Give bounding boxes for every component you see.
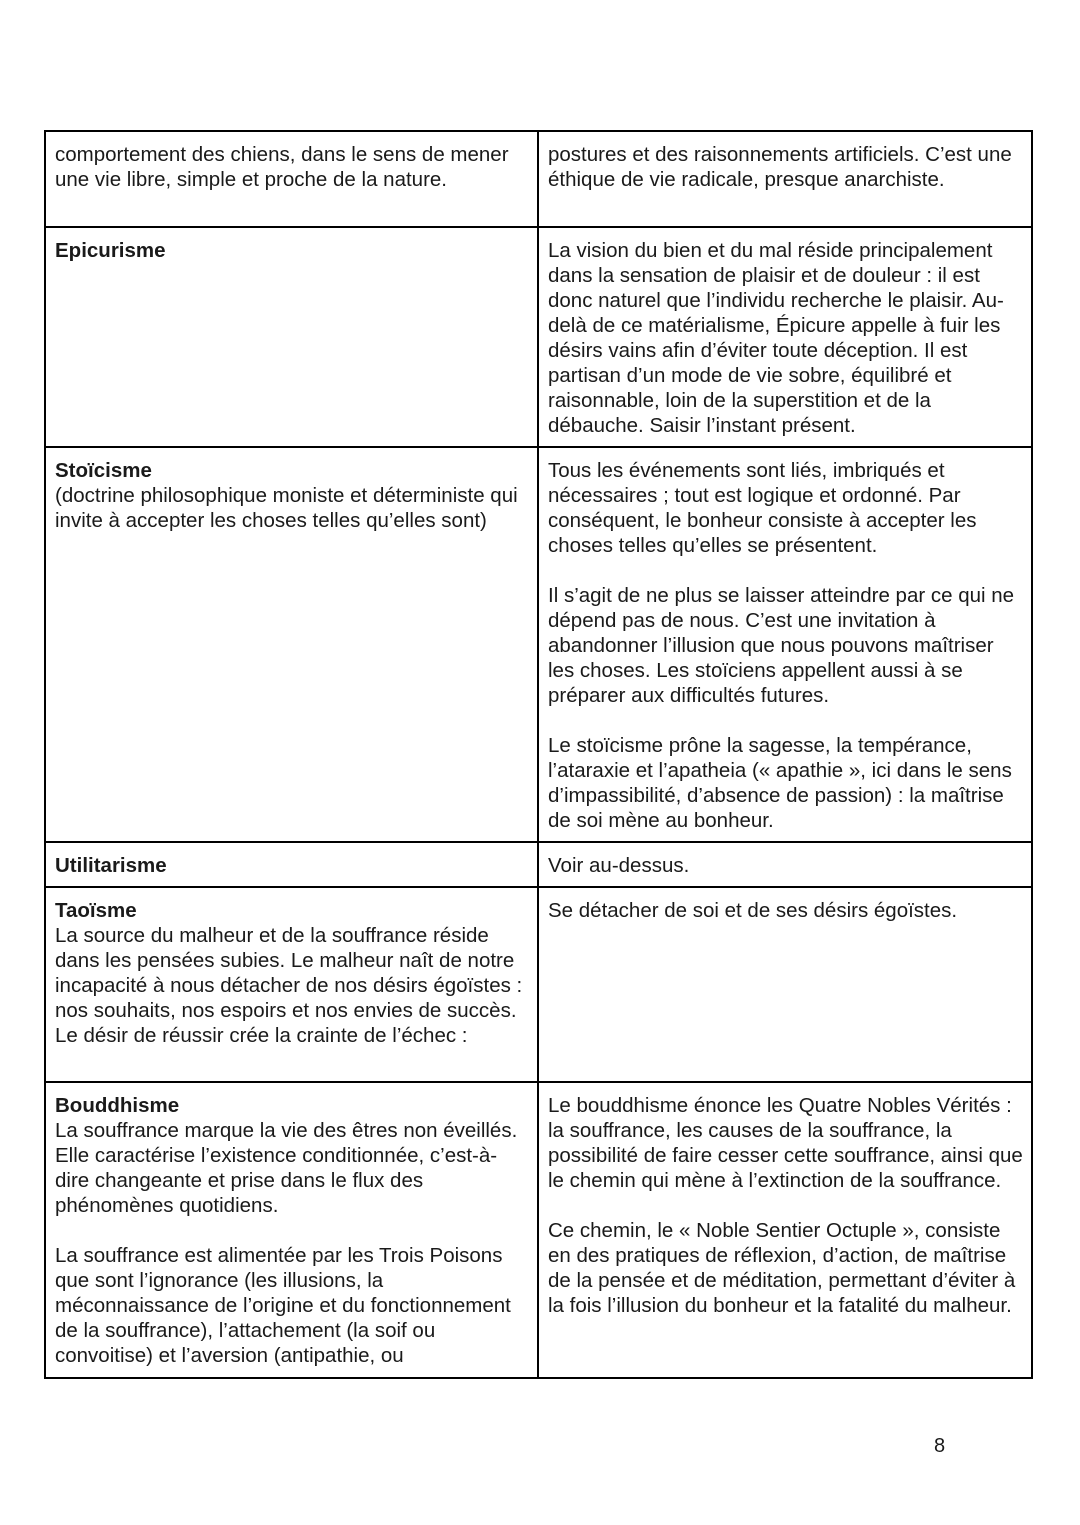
explanation-paragraph: postures et des raisonnements artificiels. C’est une éthique de vie radicale, presque anarchiste. bbox=[548, 143, 1012, 191]
page-number: 8 bbox=[934, 1435, 946, 1457]
doctrine-cell bbox=[45, 447, 538, 842]
explanation-paragraph: Se détacher de soi et de ses désirs égoïstes. bbox=[548, 899, 958, 922]
explanation-paragraph: Voir au-dessus. bbox=[548, 854, 690, 877]
explanation-paragraph: Le bouddhisme énonce les Quatre Nobles Vérités : la souffrance, les causes de la souffrance, la possibilité de faire cesser cette souffrance, ainsi que le chemin qui mène à l’extinction de la souffrance. bbox=[548, 1094, 1023, 1192]
explanation-paragraph: Ce chemin, le « Noble Sentier Octuple », consiste en des pratiques de réflexion, d’action, de maîtrise de la pensée et de méditation, permettant d’éviter à la fois l’illusion du bonheur et la fatalité du malheur. bbox=[548, 1219, 1016, 1317]
doctrine-cell bbox=[45, 887, 538, 1082]
doctrine-description: La source du malheur et de la souffrance réside dans les pensées subies. Le malheur naît de notre incapacité à nous détacher de nos désirs égoïstes : nos souhaits, nos espoirs et nos envies de succès. Le désir de réussir crée la crainte de l’échec : bbox=[55, 924, 523, 1047]
doctrine-term: Utilitarisme bbox=[55, 854, 167, 877]
doctrine-cell bbox=[45, 227, 538, 447]
doctrine-description: comportement des chiens, dans le sens de mener une vie libre, simple et proche de la nature. bbox=[55, 143, 509, 191]
explanation-cell bbox=[538, 131, 1032, 227]
explanation-paragraph: Il s’agit de ne plus se laisser atteindre par ce qui ne dépend pas de nous. C’est une invitation à abandonner l’illusion que nous pouvons maîtriser les choses. Les stoïciens appellent aussi à se préparer aux difficultés futures. bbox=[548, 584, 1015, 707]
doctrine-cell bbox=[45, 131, 538, 227]
explanation-paragraph: La vision du bien et du mal réside principalement dans la sensation de plaisir et de douleur : il est donc naturel que l’individu recherche le plaisir. Au-delà de ce matérialisme, Épicure appelle à fuir les désirs vains afin d’éviter toute déception. Il est partisan d’un mode de vie sobre, équilibré et raisonnable, loin de la superstition et de la débauche. Saisir l’instant présent. bbox=[548, 239, 1004, 437]
doctrine-description: La souffrance est alimentée par les Trois Poisons que sont l’ignorance (les illusions, la méconnaissance de l’origine et du fonctionnement de la souffrance), l’attachement (la soif ou convoitise) et l’aversion (antipathie, ou bbox=[55, 1244, 511, 1367]
philosophy-table bbox=[44, 130, 1033, 1379]
explanation-cell bbox=[538, 887, 1032, 1082]
explanation-paragraph: Le stoïcisme prône la sagesse, la tempérance, l’ataraxie et l’apatheia (« apathie », ici dans le sens d’impassibilité, d’absence de passion) : la maîtrise de soi mène au bonheur. bbox=[548, 734, 1012, 832]
doctrine-description: (doctrine philosophique moniste et déterministe qui invite à accepter les choses telles qu’elles sont) bbox=[55, 484, 518, 532]
table-row bbox=[45, 447, 1032, 842]
doctrine-description: La souffrance marque la vie des êtres non éveillés. Elle caractérise l’existence conditionnée, c’est-à-dire changeante et prise dans le flux des phénomènes quotidiens. bbox=[55, 1119, 518, 1217]
doctrine-term: Bouddhisme bbox=[55, 1094, 180, 1117]
doctrine-term: Taoïsme bbox=[55, 899, 137, 922]
doctrine-term: Epicurisme bbox=[55, 239, 166, 262]
explanation-cell bbox=[538, 1082, 1032, 1378]
table-row bbox=[45, 842, 1032, 887]
explanation-cell bbox=[538, 227, 1032, 447]
doctrine-cell bbox=[45, 842, 538, 887]
table-row bbox=[45, 131, 1032, 227]
doctrine-term: Stoïcisme bbox=[55, 459, 152, 482]
table-row bbox=[45, 1082, 1032, 1378]
explanation-paragraph: Tous les événements sont liés, imbriqués et nécessaires ; tout est logique et ordonné. Par conséquent, le bonheur consiste à accepter les choses telles qu’elles se présentent. bbox=[548, 459, 977, 557]
doctrine-cell bbox=[45, 1082, 538, 1378]
explanation-cell bbox=[538, 842, 1032, 887]
explanation-cell bbox=[538, 447, 1032, 842]
table-row bbox=[45, 227, 1032, 447]
table-row bbox=[45, 887, 1032, 1082]
